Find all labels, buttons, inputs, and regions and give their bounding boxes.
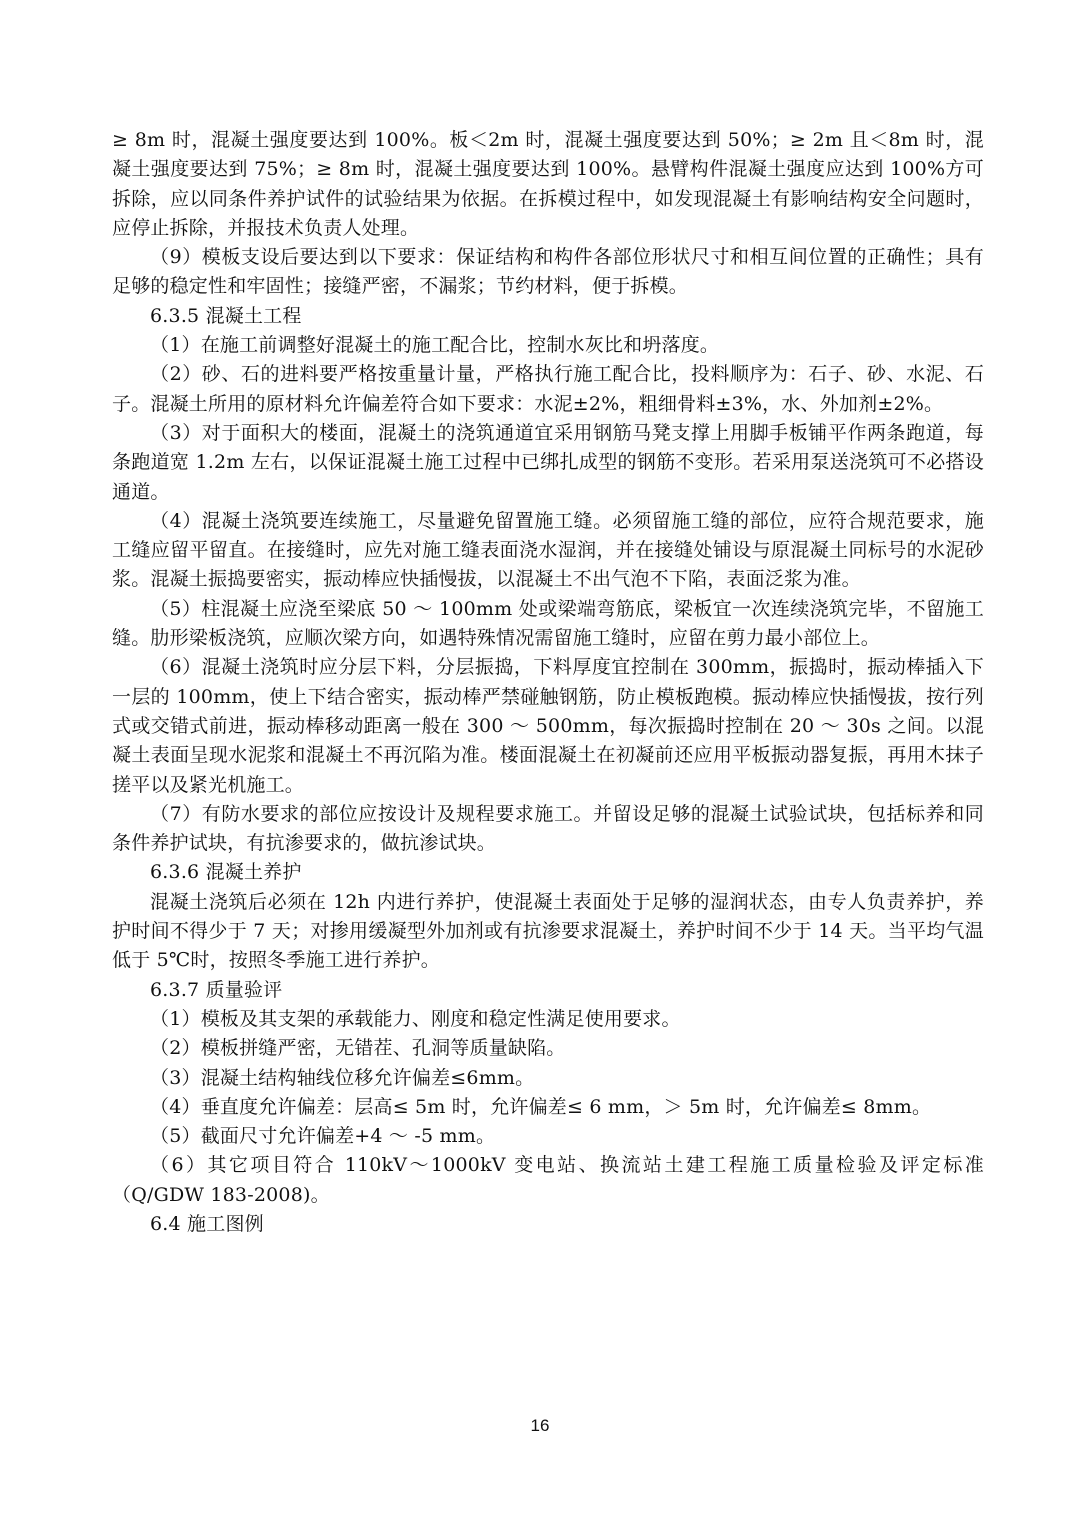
paragraph-quality-item-6: （6）其它项目符合 110kV～1000kV 变电站、换流站土建工程施工质量检验及评定标准（Q/GDW 183-2008)。	[112, 1154, 984, 1206]
paragraph-concrete-curing: 混凝土浇筑后必须在 12h 内进行养护，使混凝土表面处于足够的湿润状态，由专人负责养护，养护时间不得少于 7 天；对掺用缓凝型外加剂或有抗渗要求混凝土，养护时间不少于 14 天。当平均气温低于 5℃时，按照冬季施工进行养护。	[112, 890, 984, 972]
section-heading-6-3-5: 6.3.5 混凝土工程	[150, 304, 302, 327]
paragraph-concrete-item-7: （7）有防水要求的部位应按设计及规程要求施工。并留设足够的混凝土试验试块，包括标养和同条件养护试块，有抗渗要求的，做抗渗试块。	[112, 802, 984, 855]
page-number: 16	[530, 1416, 550, 1435]
paragraph-concrete-item-3: （3）对于面积大的楼面，混凝土的浇筑通道宜采用钢筋马凳支撑上用脚手板铺平作两条跑道，每条跑道宽 1.2m 左右，以保证混凝土施工过程中已绑扎成型的钢筋不变形。若采用泵送浇筑可不必搭设通道。	[112, 421, 984, 503]
section-heading-6-3-7: 6.3.7 质量验评	[150, 978, 283, 1001]
paragraph-formwork-requirements: （9）模板支设后要达到以下要求：保证结构和构件各部位形状尺寸和相互间位置的正确性；具有足够的稳定性和牢固性；接缝严密，不漏浆；节约材料，便于拆模。	[112, 246, 984, 298]
paragraph-quality-item-2: （2）模板拼缝严密，无错茬、孔洞等质量缺陷。	[150, 1037, 566, 1060]
paragraph-concrete-item-4: （4）混凝土浇筑要连续施工，尽量避免留置施工缝。必须留施工缝的部位，应符合规范要求，施工缝应留平留直。在接缝时，应先对施工缝表面浇水湿润，并在接缝处铺设与原混凝土同标号的水泥砂浆。混凝土振捣要密实，振动棒应快插慢拔，以混凝土不出气泡不下陷，表面泛浆为准。	[112, 509, 984, 591]
section-heading-6-4: 6.4 施工图例	[150, 1212, 264, 1235]
paragraph-concrete-item-5: （5）柱混凝土应浇至梁底 50 ～ 100mm 处或梁端弯筋底，梁板宜一次连续浇筑完毕，不留施工缝。肋形梁板浇筑，应顺次梁方向，如遇特殊情况需留施工缝时，应留在剪力最小部位上。	[112, 597, 984, 650]
paragraph-concrete-item-2: （2）砂、石的进料要严格按重量计量，严格执行施工配合比，投料顺序为：石子、砂、水泥、石子。混凝土所用的原材料允许偏差符合如下要求：水泥±2%，粗细骨料±3%，水、外加剂±2%。	[112, 363, 984, 415]
paragraph-quality-item-4: （4）垂直度允许偏差：层高≤ 5m 时，允许偏差≤ 6 mm，＞ 5m 时，允许偏差≤ 8mm。	[150, 1095, 932, 1118]
paragraph-quality-item-1: （1）模板及其支架的承载能力、刚度和稳定性满足使用要求。	[150, 1007, 681, 1030]
paragraph-quality-item-5: （5）截面尺寸允许偏差+4 ～ -5 mm。	[150, 1125, 496, 1148]
paragraph-concrete-item-6: （6）混凝土浇筑时应分层下料，分层振捣，下料厚度宜控制在 300mm，振捣时，振动棒插入下一层的 100mm，使上下结合密实，振动棒严禁碰触钢筋，防止模板跑模。振动棒应快插慢拔，按行列式或交错式前进，振动棒移动距离一般在 300 ～ 500mm，每次振捣时控制在 20 ～ 30s 之间。以混凝土表面呈现水泥浆和混凝土不再沉陷为准。楼面混凝土在初凝前还应用平板振动器复振，再用木抹子搓平以及紧光机施工。	[112, 656, 984, 796]
section-heading-6-3-6: 6.3.6 混凝土养护	[150, 861, 302, 884]
paragraph-quality-item-3: （3）混凝土结构轴线位移允许偏差≤6mm。	[150, 1066, 535, 1089]
paragraph-formwork-removal-strength: ≥ 8m 时，混凝土强度要达到 100%。板＜2m 时，混凝土强度要达到 50%；≥ 2m 且＜8m 时，混凝土强度要达到 75%；≥ 8m 时，混凝土强度要达到 100%。悬臂构件混凝土强度应达到 100%方可拆除，应以同条件养护试件的试验结果为依据。在拆模过程中，如发现混凝土有影响结构安全问题时，应停止拆除，并报技术负责人处理。	[112, 129, 984, 239]
document-body	[112, 126, 984, 1239]
paragraph-concrete-item-1: （1）在施工前调整好混凝土的施工配合比，控制水灰比和坍落度。	[150, 334, 720, 357]
